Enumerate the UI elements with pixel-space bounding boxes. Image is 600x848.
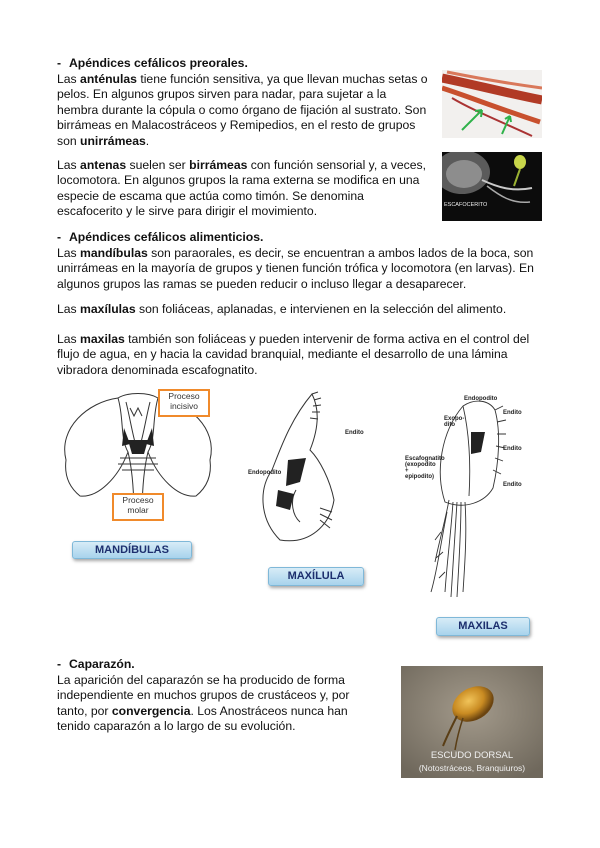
maxilas-endito-3: Endito	[503, 482, 522, 488]
paragraph-antenulas: Las anténulas tiene función sensitiva, ya que llevan muchas setas o pelos. En algunos grupos sirven para nadar, para sujetar a la hembra durante la cópula o como órgano de fijación al sustrato. Son birrámeas en Malacostráceos y Remipedios, en el resto de grupos son unirrámeas.	[57, 72, 428, 148]
escudo-dorsal-caption: ESCUDO DORSAL	[430, 750, 514, 761]
escafocerito-photo	[442, 152, 542, 221]
maxilas-label: MAXILAS	[436, 617, 530, 636]
escudo-dorsal-subcaption: (Notostráceos, Branquiuros)	[418, 763, 526, 773]
maxilas-escafognatito: Escafognatito (exopodito + epipodito)	[405, 456, 445, 480]
paragraph-maxilulas: Las maxílulas son foliáceas, aplanadas, e intervienen en la selección del alimento.	[57, 302, 507, 316]
bullet-dash: -	[57, 657, 62, 671]
maxilas-endito-1: Endito	[503, 410, 522, 416]
heading-alimenticios: - Apéndices cefálicos alimenticios.	[57, 230, 264, 244]
proceso-incisivo-box: Proceso incisivo	[158, 389, 210, 417]
mandibulas-label: MANDÍBULAS	[72, 541, 192, 559]
proceso-molar-box: Proceso molar	[112, 493, 164, 521]
escafocerito-label: ESCAFOCERITO	[444, 202, 488, 208]
heading-caparazon: - Caparazón.	[57, 657, 135, 671]
maxilula-label: MAXÍLULA	[268, 567, 364, 586]
maxilas-exopodito: Exopo-dito	[444, 416, 465, 428]
paragraph-maxilas: Las maxilas también son foliáceas y pueden intervenir de forma activa en el control del flujo de agua, en y hacia la cavidad branquial, mediante el desarrollo de una lámina vibradora denominada escafognatito.	[57, 332, 530, 377]
maxilas-endito-2: Endito	[503, 446, 522, 452]
escudo-dorsal-photo	[401, 666, 543, 778]
maxilula-endito: Endito	[345, 430, 364, 436]
paragraph-antenas: Las antenas suelen ser birrámeas con función sensorial y, a veces, locomotora. En algunos grupos la rama externa se modifica en una especie de escama que actúa como timón. Se denomina escafocerito y le sirve para dirigir el movimiento.	[57, 158, 427, 219]
maxilula-endopodito: Endopodito	[248, 470, 282, 476]
paragraph-mandibulas: Las mandíbulas son paraorales, es decir, se encuentran a ambos lados de la boca, son unirrámeas en la mayoría de grupos y tienen función trófica y locomotora (en larvas). En algunos grupos las ramas se pueden reducir o incluso llegar a desaparecer.	[57, 246, 534, 291]
bullet-dash: -	[57, 56, 62, 70]
bullet-dash: -	[57, 230, 62, 244]
antenula-photo	[442, 70, 542, 138]
paragraph-caparazon: La aparición del caparazón se ha producido de forma independiente en muchos grupos de crustáceos y, por tanto, por convergencia. Los Anostráceos nunca han tenido caparazón a lo largo de su evolución.	[57, 673, 350, 734]
maxilas-endopodito: Endopodito	[464, 396, 498, 402]
heading-preorales: - Apéndices cefálicos preorales.	[57, 56, 248, 70]
